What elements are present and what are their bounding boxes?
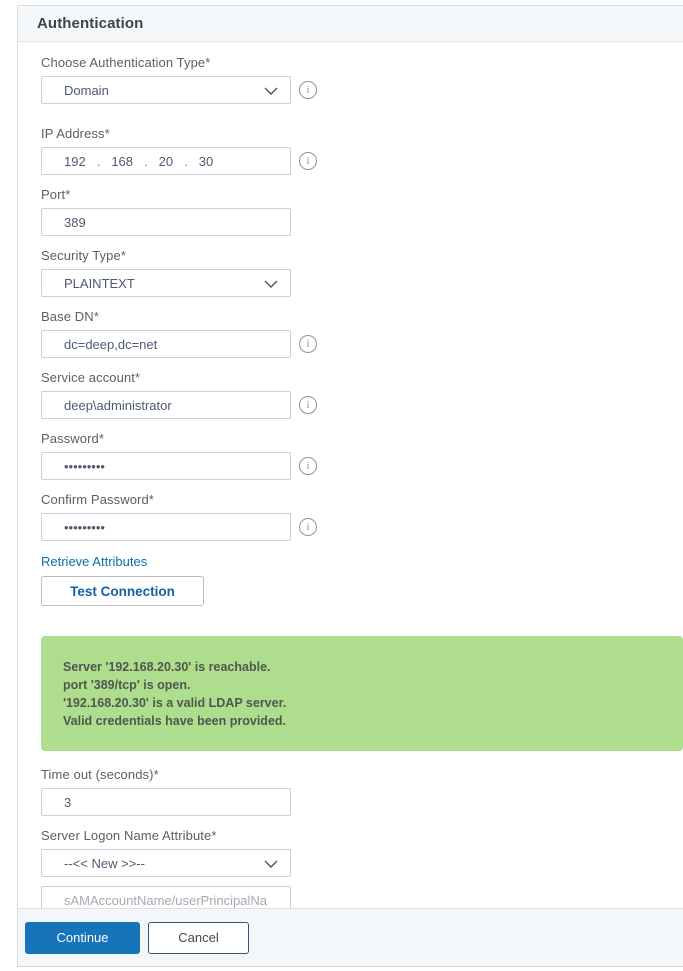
service-account-input[interactable] — [41, 391, 291, 419]
ip-separator: . — [184, 153, 188, 169]
connection-status-message — [41, 636, 683, 751]
info-icon[interactable]: i — [299, 396, 317, 414]
field-ip-address — [41, 126, 683, 175]
status-line: port '389/tcp' is open. — [63, 678, 191, 692]
field-server-logon-attribute — [41, 828, 683, 908]
status-line: Valid credentials have been provided. — [63, 714, 286, 728]
ip-address-input[interactable] — [41, 147, 291, 175]
field-confirm-password — [41, 492, 683, 541]
status-line: '192.168.20.30' is a valid LDAP server. — [63, 696, 287, 710]
field-port — [41, 187, 683, 236]
server-logon-attribute-label: Server Logon Name Attribute* — [41, 828, 217, 843]
form-content — [18, 42, 683, 908]
field-auth-type — [41, 55, 683, 104]
base-dn-label: Base DN* — [41, 309, 99, 324]
port-input[interactable] — [41, 208, 291, 236]
field-base-dn — [41, 309, 683, 358]
field-service-account — [41, 370, 683, 419]
timeout-input[interactable] — [41, 788, 291, 816]
security-type-selected-value: PLAINTEXT — [64, 275, 135, 291]
confirm-password-input[interactable] — [41, 513, 291, 541]
ip-octet-3[interactable]: 20 — [158, 153, 174, 169]
info-icon[interactable]: i — [299, 518, 317, 536]
auth-type-label: Choose Authentication Type* — [41, 55, 211, 70]
server-logon-attribute-select[interactable] — [41, 849, 291, 877]
info-icon[interactable]: i — [299, 335, 317, 353]
ip-address-label: IP Address* — [41, 126, 110, 141]
chevron-down-icon — [264, 276, 278, 291]
ip-separator: . — [144, 153, 148, 169]
auth-type-select[interactable] — [41, 76, 291, 104]
ip-octet-1[interactable]: 192 — [64, 153, 86, 169]
test-connection-button[interactable]: Test Connection — [41, 576, 204, 606]
chevron-down-icon — [264, 83, 278, 98]
timeout-label: Time out (seconds)* — [41, 767, 159, 782]
auth-type-selected-value: Domain — [64, 82, 109, 98]
status-line: Server '192.168.20.30' is reachable. — [63, 660, 271, 674]
confirm-password-label: Confirm Password* — [41, 492, 154, 507]
security-type-select[interactable] — [41, 269, 291, 297]
field-password — [41, 431, 683, 480]
cancel-button[interactable]: Cancel — [148, 922, 249, 954]
server-logon-attribute-selected-value: --<< New >>-- — [64, 855, 145, 871]
footer-bar — [18, 908, 683, 967]
custom-attribute-input[interactable] — [41, 886, 291, 908]
port-label: Port* — [41, 187, 71, 202]
info-icon[interactable]: i — [299, 457, 317, 475]
panel-title: Authentication — [37, 15, 144, 32]
password-input[interactable] — [41, 452, 291, 480]
chevron-down-icon — [264, 856, 278, 871]
password-label: Password* — [41, 431, 105, 446]
info-icon[interactable]: i — [299, 81, 317, 99]
retrieve-attributes-link[interactable]: Retrieve Attributes — [41, 554, 148, 569]
field-security-type — [41, 248, 683, 297]
info-icon[interactable]: i — [299, 152, 317, 170]
panel-header — [18, 6, 683, 42]
security-type-label: Security Type* — [41, 248, 126, 263]
authentication-panel — [17, 5, 683, 967]
ip-octet-2[interactable]: 168 — [111, 153, 134, 169]
base-dn-input[interactable] — [41, 330, 291, 358]
continue-button[interactable]: Continue — [25, 922, 140, 954]
service-account-label: Service account* — [41, 370, 141, 385]
field-timeout — [41, 767, 683, 816]
ip-separator: . — [96, 153, 101, 169]
ip-octet-4[interactable]: 30 — [198, 153, 214, 169]
